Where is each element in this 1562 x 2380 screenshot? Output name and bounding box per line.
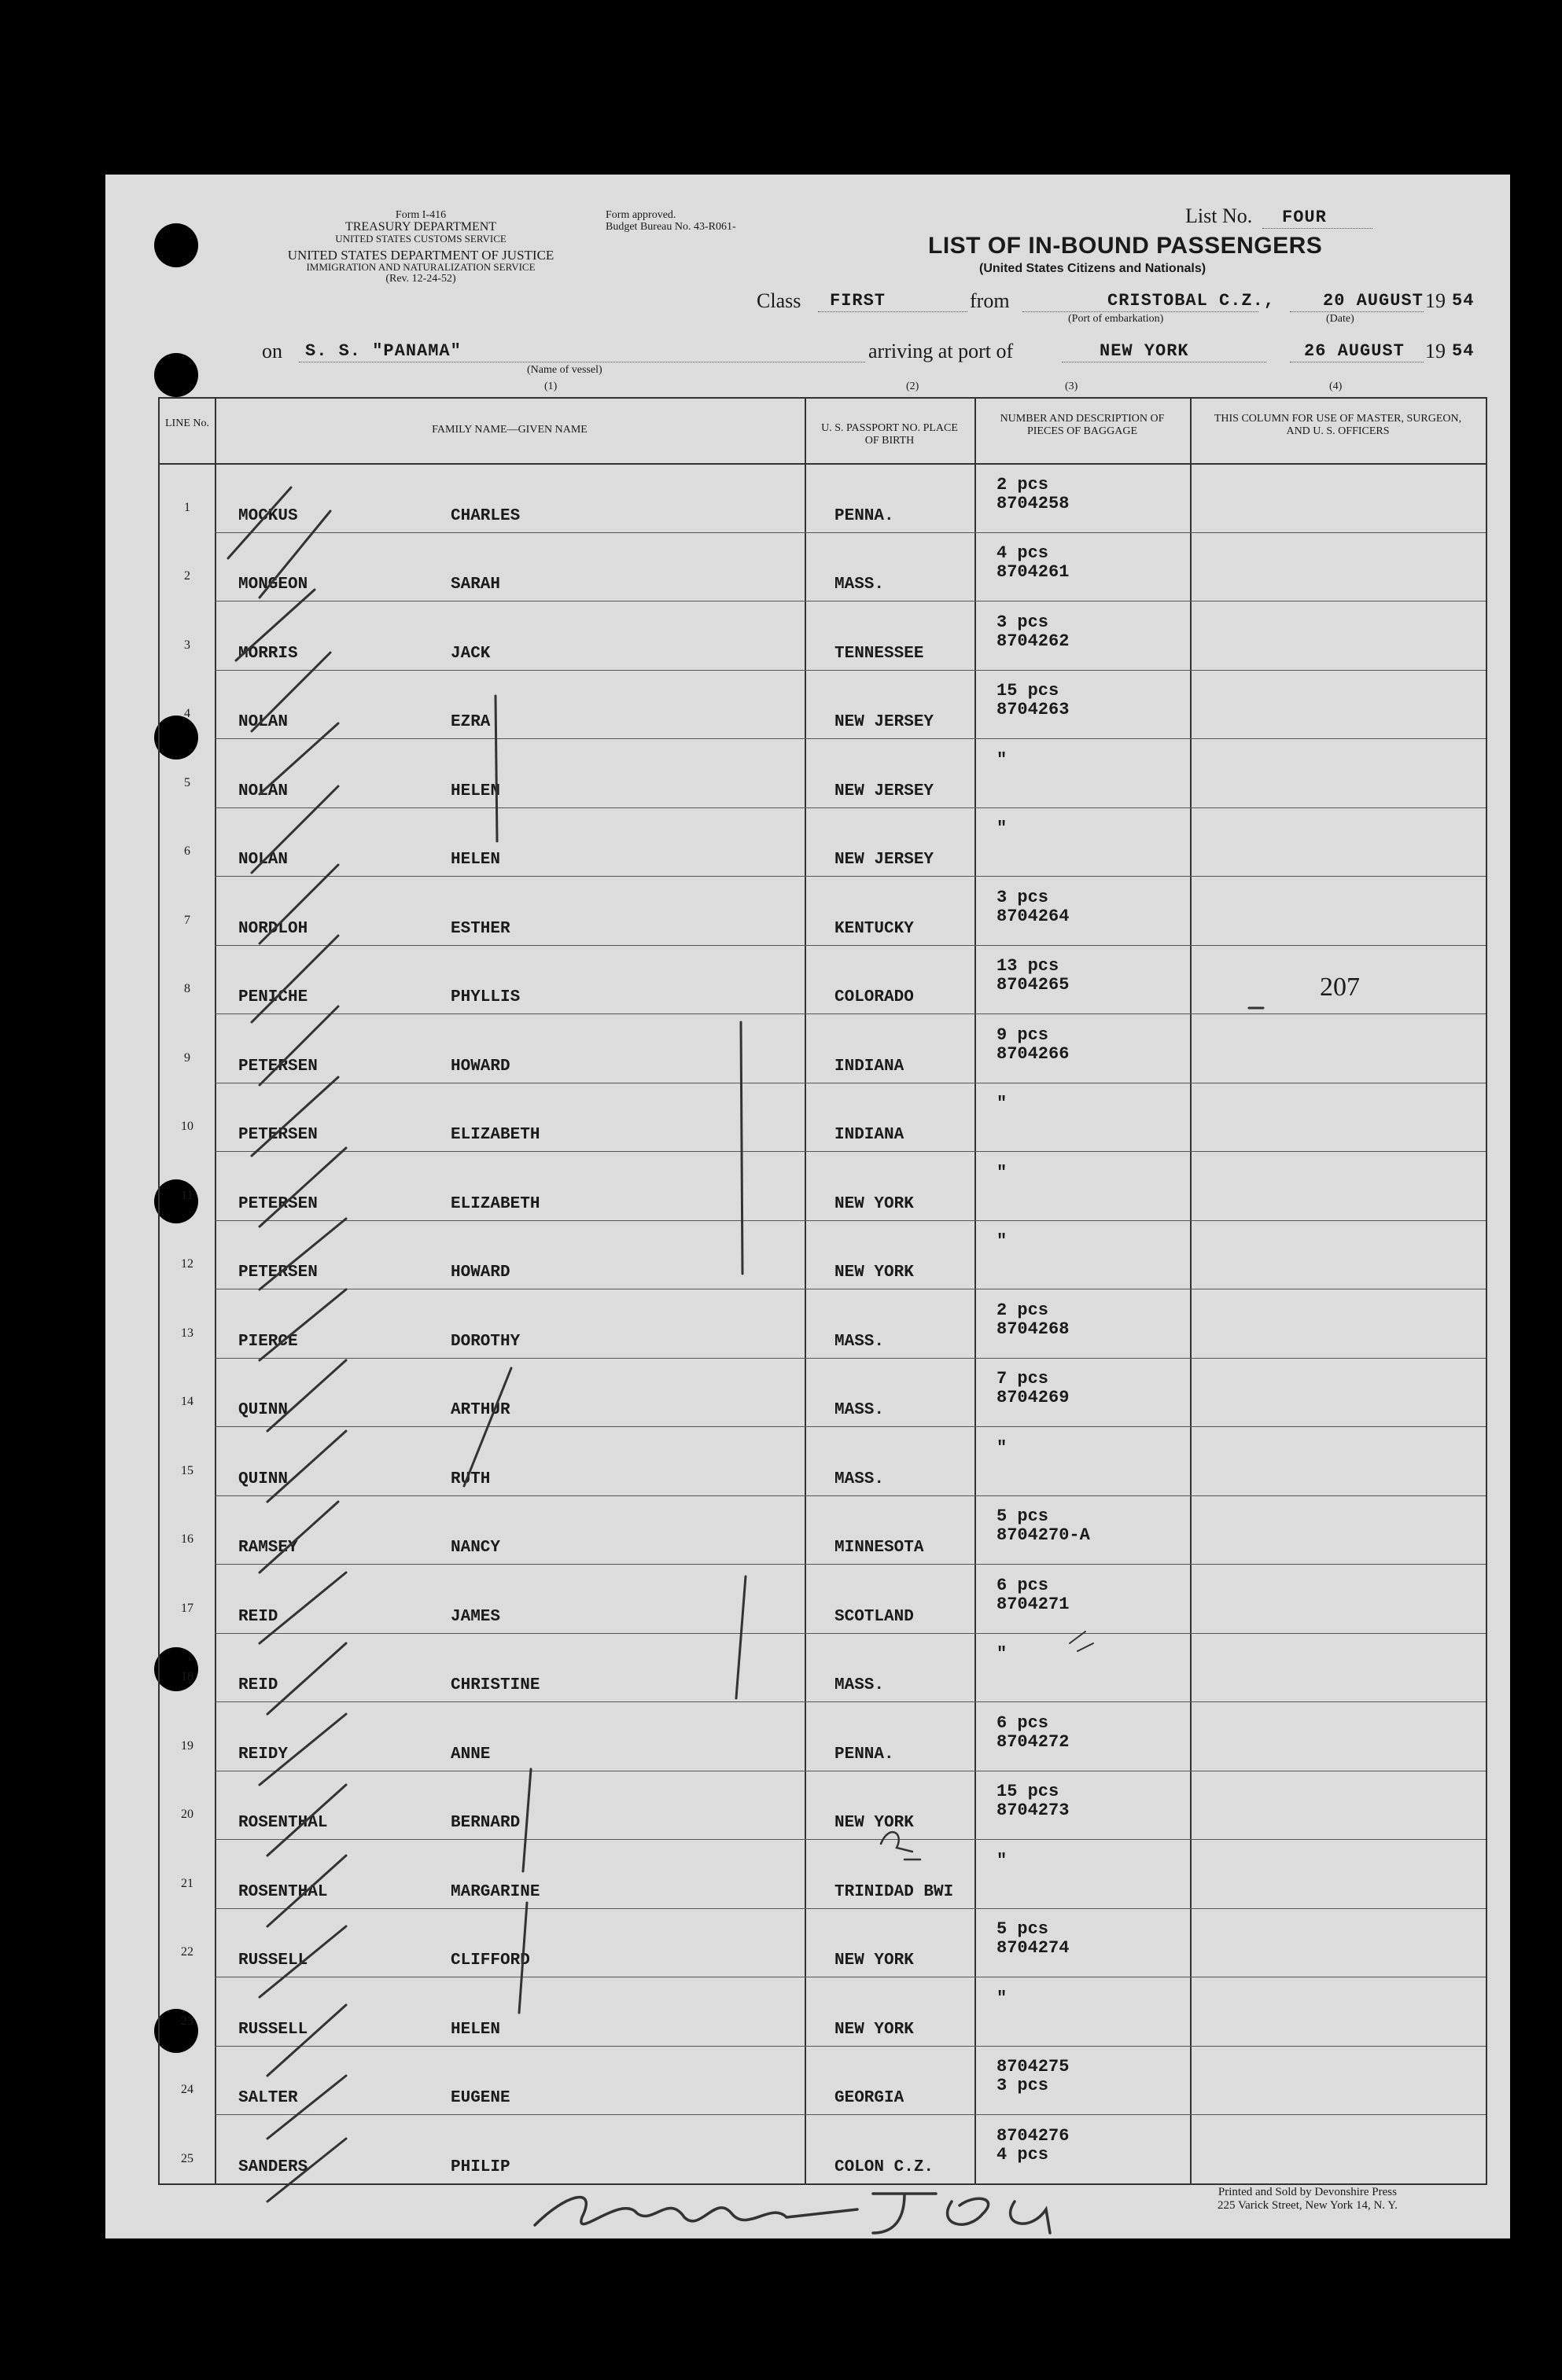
list-number-line [1262, 228, 1372, 229]
row-family-name: RAMSEY [238, 1539, 298, 1558]
row-given-name: ELIZABETH [451, 1194, 540, 1213]
row-family-name: REIDY [238, 1745, 289, 1764]
row-baggage: 2 pcs 8704268 [997, 1300, 1070, 1339]
row-divider [215, 1426, 1486, 1427]
row-line-number: 13 [181, 1326, 193, 1340]
row-family-name: PETERSEN [238, 1057, 318, 1076]
row-baggage: 8704275 3 pcs [997, 2057, 1070, 2096]
row-divider [215, 1220, 1486, 1221]
row-family-name: PETERSEN [238, 1194, 318, 1213]
row-given-name: ARTHUR [451, 1401, 510, 1420]
row-given-name: HOWARD [451, 1264, 510, 1282]
budget-bureau: Budget Bureau No. 43-R061- [606, 221, 736, 233]
row-line-number: 10 [181, 1120, 193, 1134]
form-revision: (Rev. 12-24-52) [385, 273, 456, 285]
row-baggage: 15 pcs 8704273 [997, 1782, 1070, 1821]
row-given-name: NANCY [451, 1539, 501, 1558]
row-place-of-birth: MASS. [834, 1401, 885, 1420]
col-header-name: FAMILY NAME—GIVEN NAME [432, 424, 588, 436]
row-given-name: EZRA [451, 713, 491, 732]
row-place-of-birth: MASS. [834, 1332, 885, 1351]
row-baggage: " [997, 1988, 1008, 2008]
row-family-name: QUINN [238, 1401, 289, 1420]
column-number-2: (2) [906, 381, 919, 392]
row-place-of-birth: INDIANA [834, 1057, 904, 1076]
row-line-number: 15 [181, 1463, 193, 1477]
row-divider [215, 1013, 1486, 1014]
row-place-of-birth: NEW YORK [834, 2020, 914, 2039]
form-approved: Form approved. [606, 209, 676, 221]
vessel-name-value: S. S. "PANAMA" [305, 341, 462, 361]
row-given-name: MARGARINE [451, 1882, 540, 1901]
row-line-number: 6 [184, 844, 190, 859]
embarkation-caption: (Port of embarkation) [1068, 313, 1164, 325]
row-family-name: NOLAN [238, 851, 289, 870]
col-header-line-no: LINE No. [165, 418, 209, 429]
row-given-name: JACK [451, 644, 491, 663]
row-place-of-birth: MASS. [834, 1676, 885, 1695]
printer-line-2: 225 Varick Street, New York 14, N. Y. [1218, 2199, 1398, 2212]
row-family-name: QUINN [238, 1470, 289, 1488]
row-given-name: RUTH [451, 1470, 491, 1488]
form-agency-block [260, 209, 582, 285]
row-divider [215, 1564, 1486, 1565]
row-given-name: ELIZABETH [451, 1126, 540, 1145]
row-line-number: 11 [181, 1188, 193, 1202]
row-given-name: PHILIP [451, 2158, 510, 2176]
row-line-number: 4 [184, 707, 190, 721]
agency-customs: UNITED STATES CUSTOMS SERVICE [335, 233, 507, 245]
row-baggage: " [997, 1437, 1008, 1458]
row-place-of-birth: SCOTLAND [834, 1607, 914, 1626]
row-line-number: 21 [181, 1876, 193, 1890]
row-given-name: CLIFFORD [451, 1951, 530, 1970]
departure-year-value: 54 [1452, 291, 1475, 311]
row-place-of-birth: COLORADO [834, 988, 914, 1007]
row-family-name: RUSSELL [238, 2020, 308, 2039]
row-officer-note: 207 [1320, 973, 1360, 1002]
row-place-of-birth: NEW YORK [834, 1814, 914, 1833]
row-place-of-birth: NEW YORK [834, 1194, 914, 1213]
col-header-baggage: NUMBER AND DESCRIPTION OF PIECES OF BAGGAGE [1000, 413, 1165, 437]
row-line-number: 23 [181, 2014, 193, 2028]
row-place-of-birth: NEW JERSEY [834, 782, 934, 800]
class-line [818, 311, 967, 312]
row-family-name: PETERSEN [238, 1264, 318, 1282]
row-baggage: 15 pcs 8704263 [997, 681, 1070, 720]
row-place-of-birth: INDIANA [834, 1126, 904, 1145]
row-baggage: 2 pcs 8704258 [997, 474, 1070, 513]
list-number-value: FOUR [1282, 208, 1327, 227]
agency-justice: UNITED STATES DEPARTMENT OF JUSTICE [287, 248, 554, 263]
row-divider [215, 532, 1486, 533]
row-line-number: 7 [184, 913, 190, 927]
row-line-number: 3 [184, 638, 190, 652]
arriving-label: arriving at port of [868, 340, 1014, 362]
row-given-name: BERNARD [451, 1814, 521, 1833]
row-place-of-birth: MASS. [834, 576, 885, 594]
departure-date-value: 20 AUGUST [1323, 291, 1424, 311]
row-family-name: PIERCE [238, 1332, 298, 1351]
column-divider [215, 399, 216, 2183]
row-family-name: SALTER [238, 2089, 298, 2108]
agency-ins: IMMIGRATION AND NATURALIZATION SERVICE [306, 261, 536, 273]
row-place-of-birth: PENNA. [834, 1745, 894, 1764]
row-divider [215, 1633, 1486, 1634]
row-place-of-birth: KENTUCKY [834, 919, 914, 938]
row-line-number: 25 [181, 2152, 193, 2165]
printer-imprint [1218, 2186, 1398, 2213]
col-header-passport: U. S. PASSPORT NO. PLACE OF BIRTH [821, 422, 958, 447]
row-line-number: 22 [181, 1945, 193, 1959]
row-baggage: 9 pcs 8704266 [997, 1024, 1070, 1064]
row-place-of-birth: COLON C.Z. [834, 2158, 934, 2176]
row-divider [215, 1358, 1486, 1359]
row-baggage: 5 pcs 8704270-A [997, 1506, 1090, 1546]
row-line-number: 18 [181, 1670, 193, 1684]
class-value: FIRST [830, 291, 886, 311]
arrival-date-value: 26 AUGUST [1304, 341, 1405, 361]
form-approval-block [606, 209, 736, 233]
row-family-name: NOLAN [238, 713, 289, 732]
row-family-name: RUSSELL [238, 1951, 308, 1970]
vessel-caption: (Name of vessel) [527, 364, 602, 376]
row-baggage: " [997, 1094, 1008, 1114]
row-divider [215, 1495, 1486, 1496]
embarkation-port-value: CRISTOBAL C.Z., [1107, 291, 1276, 311]
row-family-name: MONGEON [238, 576, 308, 594]
on-label: on [262, 340, 282, 362]
row-place-of-birth: PENNA. [834, 506, 894, 525]
row-divider [215, 670, 1486, 671]
row-baggage: 13 pcs 8704265 [997, 956, 1070, 995]
row-baggage: 7 pcs 8704269 [997, 1369, 1070, 1408]
row-baggage: 6 pcs 8704271 [997, 1575, 1070, 1614]
arrival-year-prefix: 19 [1425, 340, 1446, 362]
row-place-of-birth: TENNESSEE [834, 644, 924, 663]
column-number-3: (3) [1065, 381, 1078, 392]
row-family-name: ROSENTHAL [238, 1814, 328, 1833]
row-divider [215, 1908, 1486, 1909]
row-divider [215, 1701, 1486, 1702]
row-line-number: 16 [181, 1532, 193, 1547]
column-divider [805, 399, 806, 2183]
row-divider [215, 1151, 1486, 1152]
row-baggage: 8704276 4 pcs [997, 2126, 1070, 2165]
row-baggage: " [997, 1850, 1008, 1871]
row-baggage: " [997, 1231, 1008, 1252]
header-divider [160, 463, 1486, 465]
row-baggage: " [997, 1162, 1008, 1183]
col-header-officers: THIS COLUMN FOR USE OF MASTER, SURGEON, AND U. S. OFFICERS [1214, 413, 1462, 437]
column-number-1: (1) [544, 381, 558, 392]
row-place-of-birth: NEW JERSEY [834, 851, 934, 870]
row-baggage: 6 pcs 8704272 [997, 1712, 1070, 1752]
row-family-name: SANDERS [238, 2158, 308, 2176]
row-baggage: " [997, 818, 1008, 839]
passenger-table [158, 397, 1487, 2185]
row-family-name: NOLAN [238, 782, 289, 800]
row-given-name: CHRISTINE [451, 1676, 540, 1695]
row-line-number: 20 [181, 1808, 193, 1822]
row-given-name: DOROTHY [451, 1332, 521, 1351]
row-family-name: MORRIS [238, 644, 298, 663]
row-line-number: 24 [181, 2083, 193, 2097]
departure-date-line [1290, 311, 1424, 312]
punch-hole [154, 223, 198, 267]
printer-line-1: Printed and Sold by Devonshire Press [1218, 2186, 1397, 2198]
column-divider [1190, 399, 1192, 2183]
page-subtitle: (United States Citizens and Nationals) [979, 262, 1206, 275]
class-label: Class [757, 289, 801, 312]
row-line-number: 17 [181, 1601, 193, 1615]
row-baggage: 3 pcs 8704264 [997, 887, 1070, 926]
row-family-name: MOCKUS [238, 506, 298, 525]
row-line-number: 8 [184, 982, 190, 996]
row-given-name: ANNE [451, 1745, 491, 1764]
row-line-number: 9 [184, 1050, 190, 1065]
embarkation-line [1022, 311, 1258, 312]
row-place-of-birth: TRINIDAD BWI [834, 1882, 954, 1901]
row-divider [215, 2114, 1486, 2115]
row-family-name: PENICHE [238, 988, 308, 1007]
row-place-of-birth: MASS. [834, 1470, 885, 1488]
row-line-number: 5 [184, 775, 190, 789]
row-family-name: REID [238, 1607, 278, 1626]
row-line-number: 19 [181, 1738, 193, 1753]
agency-treasury: TREASURY DEPARTMENT [344, 220, 497, 234]
row-family-name: ROSENTHAL [238, 1882, 328, 1901]
departure-date-caption: (Date) [1326, 313, 1354, 325]
row-place-of-birth: NEW YORK [834, 1264, 914, 1282]
row-given-name: JAMES [451, 1607, 501, 1626]
row-divider [215, 1839, 1486, 1840]
row-given-name: SARAH [451, 576, 501, 594]
arrival-port-value: NEW YORK [1100, 341, 1189, 361]
row-baggage: 5 pcs 8704274 [997, 1919, 1070, 1959]
row-divider [215, 2046, 1486, 2047]
page-title: LIST OF IN-BOUND PASSENGERS [928, 233, 1323, 259]
row-divider [215, 807, 1486, 808]
departure-year-prefix: 19 [1425, 289, 1446, 312]
row-given-name: EUGENE [451, 2089, 510, 2108]
row-line-number: 14 [181, 1395, 193, 1409]
column-number-4: (4) [1329, 381, 1343, 392]
row-divider [215, 876, 1486, 877]
row-baggage: " [997, 1644, 1008, 1665]
row-line-number: 1 [184, 500, 190, 514]
row-family-name: NORDLOH [238, 919, 308, 938]
from-label: from [970, 289, 1010, 312]
arrival-year-value: 54 [1452, 341, 1475, 361]
row-divider [215, 738, 1486, 739]
row-given-name: PHYLLIS [451, 988, 521, 1007]
row-place-of-birth: MINNESOTA [834, 1539, 924, 1558]
row-divider [215, 945, 1486, 946]
punch-hole [154, 353, 198, 397]
form-number: Form I-416 [395, 209, 447, 221]
row-baggage: 3 pcs 8704262 [997, 612, 1070, 651]
row-line-number: 12 [181, 1257, 193, 1271]
list-number-label: List No. [1185, 204, 1253, 227]
row-family-name: PETERSEN [238, 1126, 318, 1145]
row-place-of-birth: GEORGIA [834, 2089, 904, 2108]
row-given-name: CHARLES [451, 506, 521, 525]
row-given-name: HELEN [451, 2020, 501, 2039]
row-place-of-birth: NEW JERSEY [834, 713, 934, 732]
row-family-name: REID [238, 1676, 278, 1695]
row-given-name: HELEN [451, 782, 501, 800]
row-place-of-birth: NEW YORK [834, 1951, 914, 1970]
row-line-number: 2 [184, 569, 190, 583]
row-baggage: " [997, 749, 1008, 770]
row-given-name: HOWARD [451, 1057, 510, 1076]
row-baggage: 4 pcs 8704261 [997, 543, 1070, 583]
row-given-name: ESTHER [451, 919, 510, 938]
row-given-name: HELEN [451, 851, 501, 870]
column-divider [974, 399, 976, 2183]
